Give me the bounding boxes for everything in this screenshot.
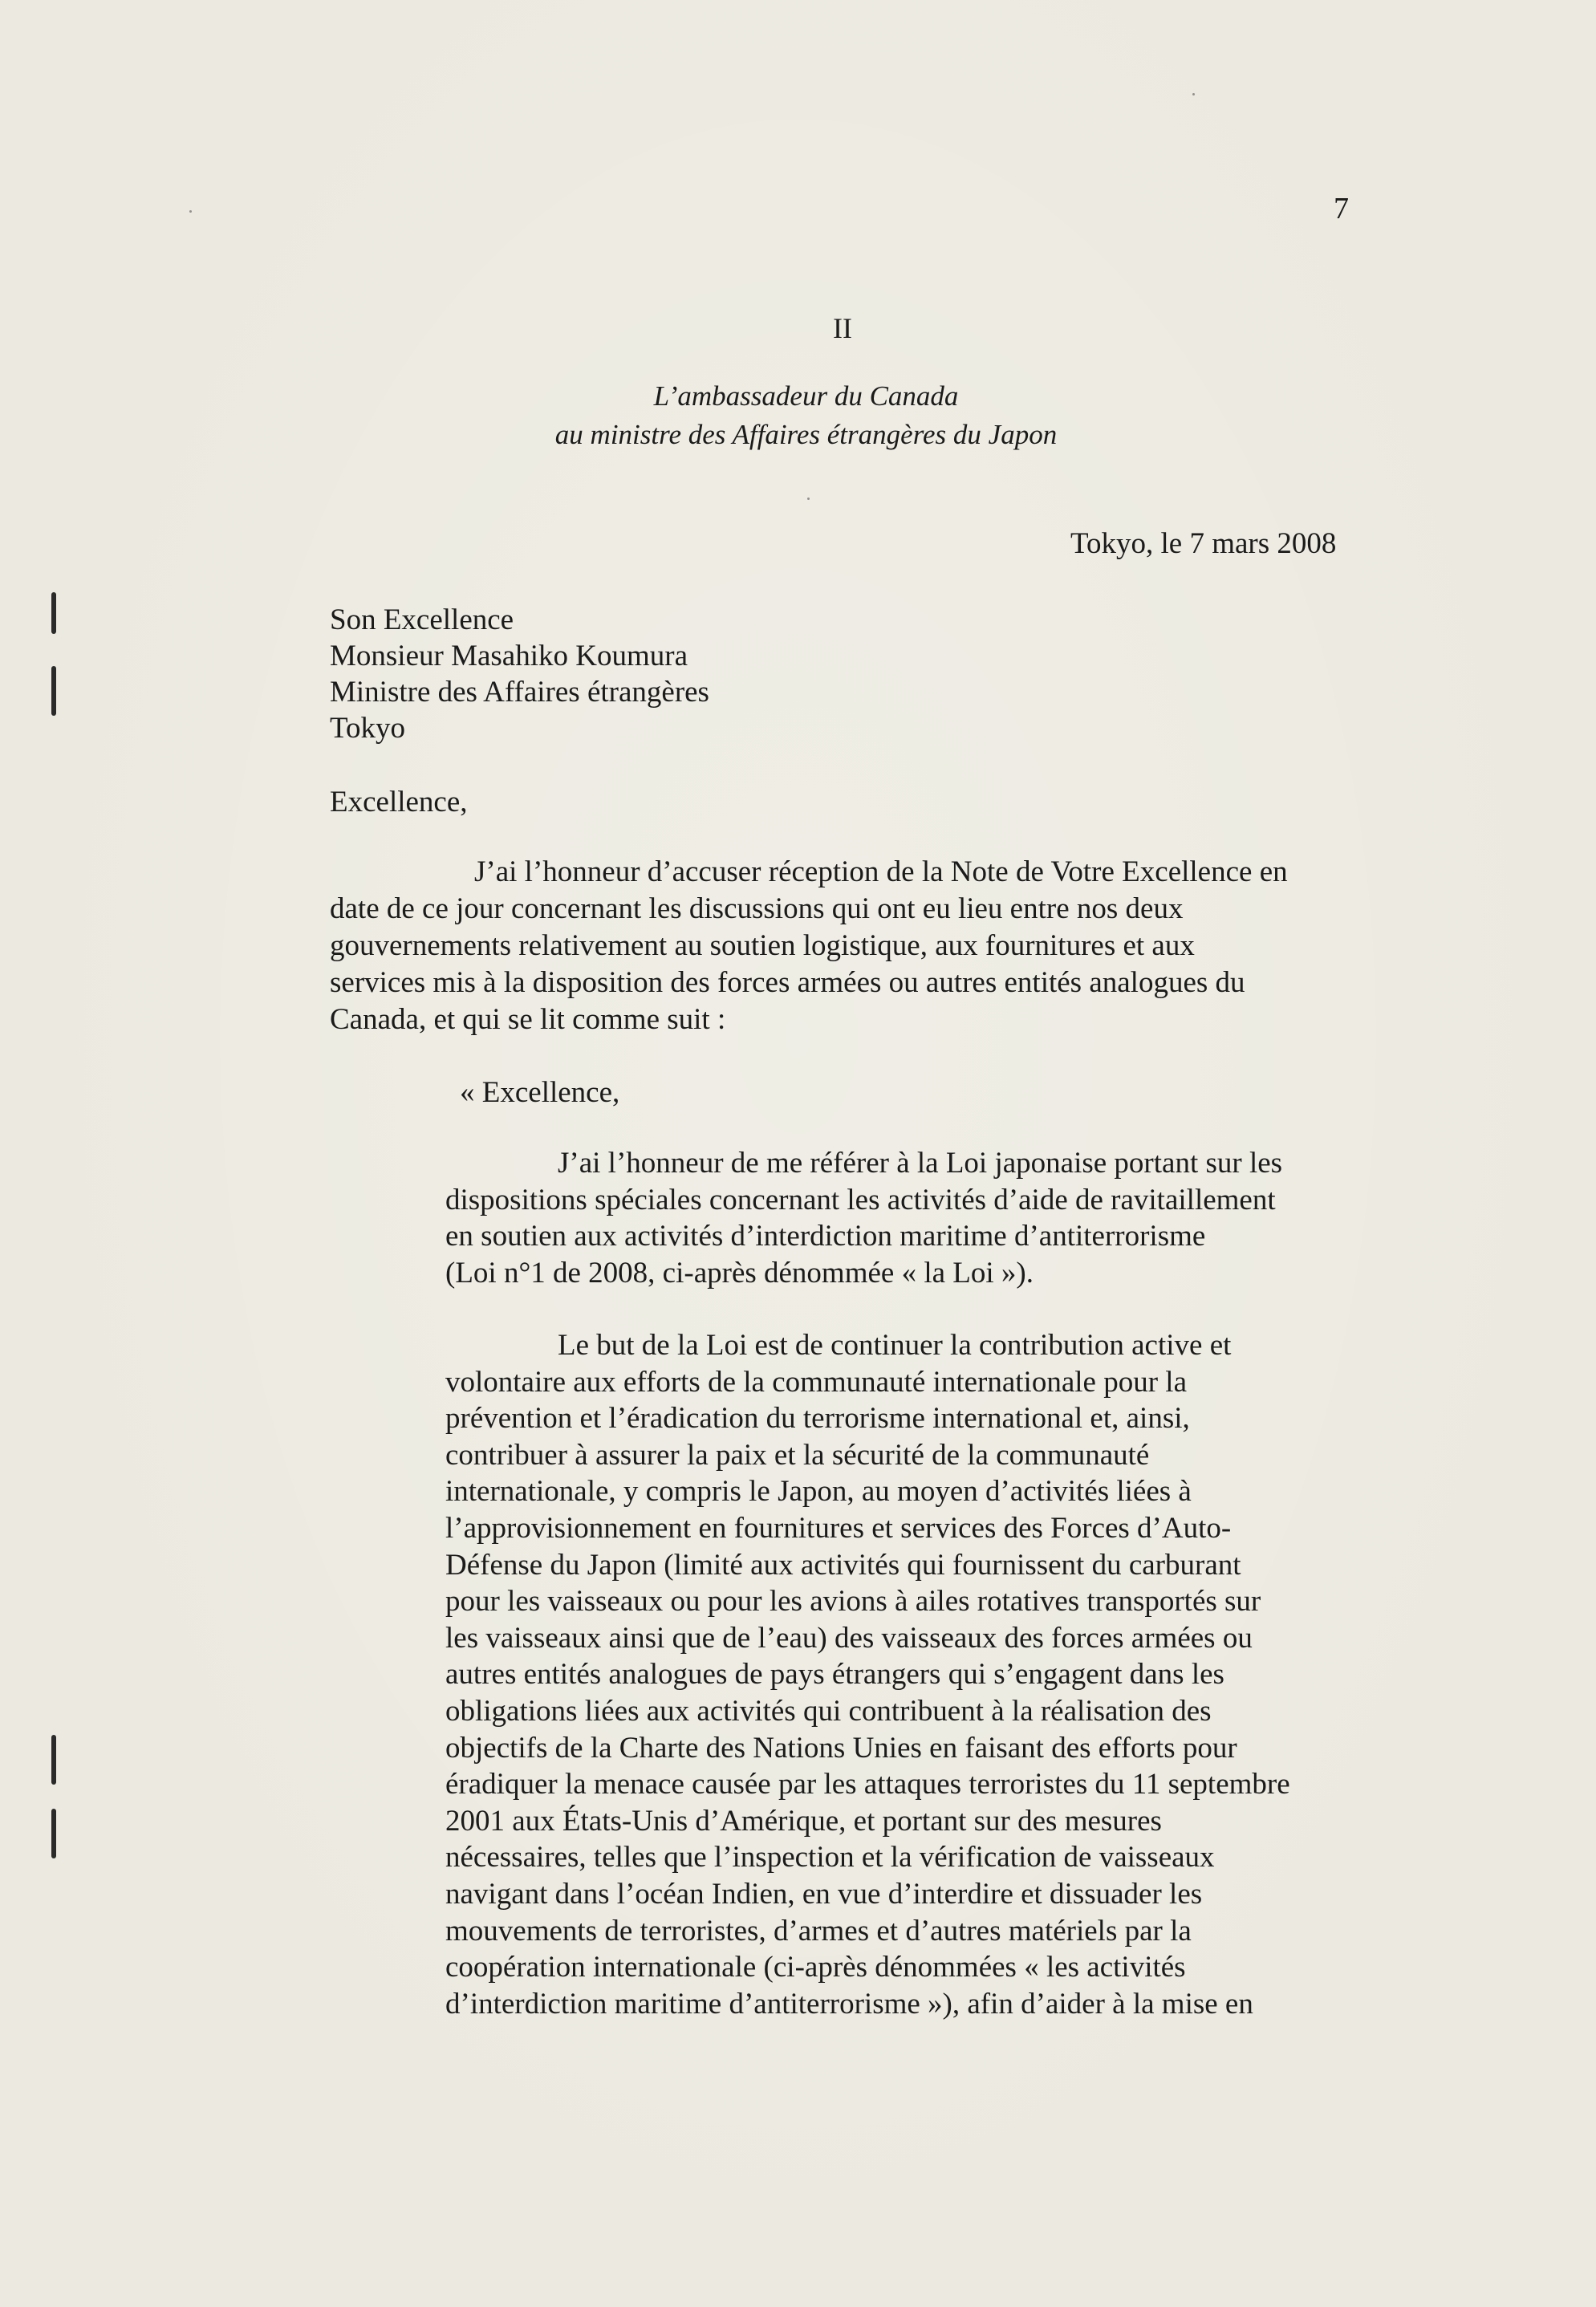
quoted-salutation: « Excellence, [460,1076,620,1109]
paragraph-line: pour les vaisseaux ou pour les avions à ailes rotatives transportés sur [445,1585,1261,1619]
addressee-line: Son Excellence [330,603,514,636]
paragraph-line: services mis à la disposition des forces armées ou autres entités analogues du [330,966,1245,999]
paragraph-line: J’ai l’honneur de me référer à la Loi japonaise portant sur les [558,1147,1283,1180]
paragraph-line: mouvements de terroristes, d’armes et d’autres matériels par la [445,1914,1192,1948]
show-through-text [345,305,352,335]
paragraph-line: Canada, et qui se lit comme suit : [330,1003,726,1036]
paper-speck [807,498,810,500]
paragraph-line: navigant dans l’océan Indien, en vue d’interdire et dissuader les [445,1877,1203,1911]
paragraph-line: J’ai l’honneur d’accuser réception de la Note de Votre Excellence en [474,855,1288,888]
paragraph-line: contribuer à assurer la paix et la sécurité de la communauté [445,1438,1150,1472]
paragraph-line: prévention et l’éradication du terrorisme international et, ainsi, [445,1402,1190,1436]
paragraph-line: gouvernements relativement au soutien logistique, aux fournitures et aux [330,929,1195,962]
binding-mark [51,666,56,716]
addressee-block [330,602,709,746]
paragraph-line: les vaisseaux ainsi que de l’eau) des vaisseaux des forces armées ou [445,1621,1253,1655]
paragraph-line: coopération internationale (ci-après dénommées « les activités [445,1951,1186,1984]
addressee-line: Monsieur Masahiko Koumura [330,640,688,672]
paragraph-acknowledgement [330,854,1325,1038]
dateline: Tokyo, le 7 mars 2008 [1070,527,1337,560]
binding-mark [51,1809,56,1858]
paper-speck [189,210,192,213]
paragraph-line: (Loi n°1 de 2008, ci-après dénommée « la Loi »). [445,1256,1034,1290]
letter-header-recipient: au ministre des Affaires étrangères du Japon [554,419,1058,450]
paragraph-line: obligations liées aux activités qui contribuent à la réalisation des [445,1694,1212,1728]
section-numeral: II [833,312,852,344]
paragraph-line: l’approvisionnement en fournitures et services des Forces d’Auto- [445,1511,1232,1545]
paragraph-line: date de ce jour concernant les discussions qui ont eu lieu entre nos deux [330,892,1184,925]
paragraph-law-reference [445,1145,1282,1291]
salutation: Excellence, [330,786,468,818]
addressee-line: Tokyo [330,712,406,745]
paragraph-line: 2001 aux États-Unis d’Amérique, et portant sur des mesures [445,1804,1162,1838]
paragraph-line: Le but de la Loi est de continuer la contribution active et [558,1329,1232,1362]
page-number: 7 [1334,192,1349,225]
paragraph-line: nécessaires, telles que l’inspection et la vérification de vaisseaux [445,1841,1215,1874]
addressee-line: Ministre des Affaires étrangères [330,676,709,709]
binding-mark [51,592,56,634]
paragraph-law-purpose [445,1327,1290,2022]
paragraph-line: d’interdiction maritime d’antiterrorisme »), afin d’aider à la mise en [445,1987,1253,2021]
paragraph-line: internationale, y compris le Japon, au moyen d’activités liées à [445,1475,1192,1509]
paragraph-line: autres entités analogues de pays étrangers qui s’engagent dans les [445,1658,1224,1692]
paper-speck [1192,93,1195,95]
paragraph-line: dispositions spéciales concernant les activités d’aide de ravitaillement [445,1183,1276,1216]
paragraph-line: Défense du Japon (limité aux activités qui fournissent du carburant [445,1548,1241,1582]
paragraph-line: éradiquer la menace causée par les attaques terroristes du 11 septembre [445,1768,1290,1801]
binding-mark [51,1735,56,1785]
paragraph-line: en soutien aux activités d’interdiction maritime d’antiterrorisme [445,1220,1206,1253]
letter-header-sender: L’ambassadeur du Canada [653,380,959,412]
paragraph-line: volontaire aux efforts de la communauté internationale pour la [445,1365,1187,1399]
paragraph-line: objectifs de la Charte des Nations Unies en faisant des efforts pour [445,1731,1237,1765]
